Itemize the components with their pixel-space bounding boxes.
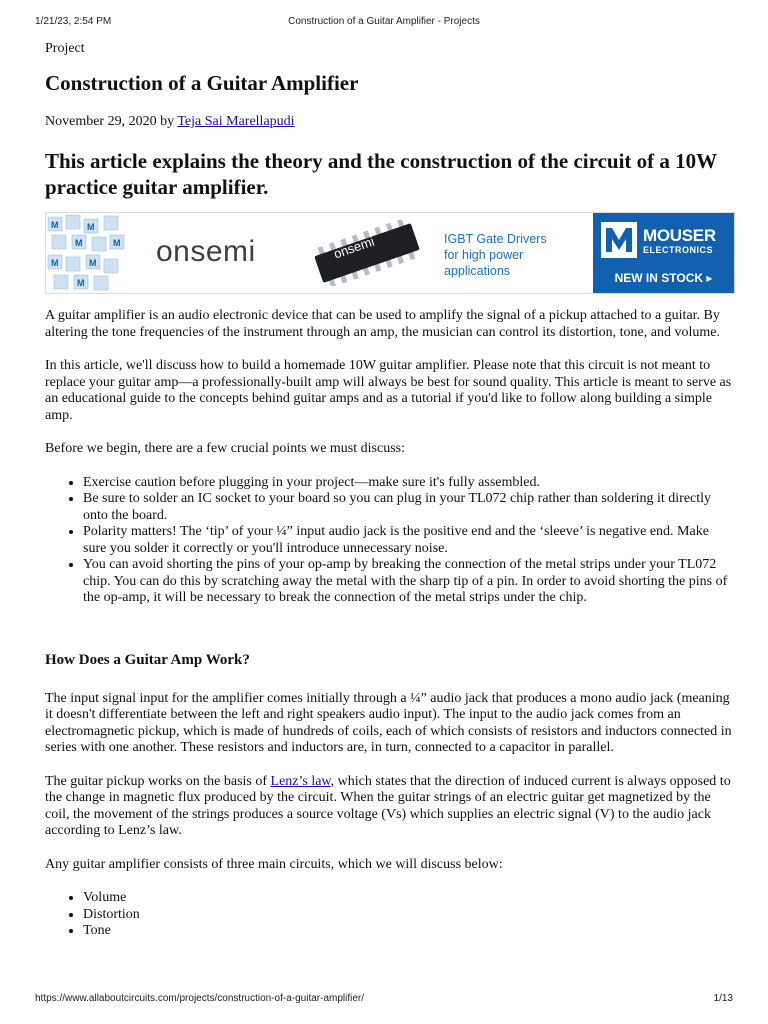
svg-text:M: M bbox=[89, 258, 97, 268]
cautions-list bbox=[45, 475, 735, 607]
list-item: • Volume bbox=[83, 890, 735, 907]
article-category: Project bbox=[45, 41, 85, 56]
mouser-panel[interactable] bbox=[593, 213, 734, 293]
list-item: • Be sure to solder an IC socket to your board so you can plug in your TL072 chip rather than soldering it directly onto the board. bbox=[83, 491, 735, 524]
article-lede: This article explains the theory and the construction of the circuit of a 10W practice guitar amplifier. bbox=[45, 149, 717, 199]
svg-text:M: M bbox=[87, 222, 95, 232]
mouser-name: MOUSER bbox=[643, 226, 716, 245]
ad-banner[interactable] bbox=[45, 212, 735, 294]
paragraph-text: , which states that the direction of induced current is always opposed to the change in magnetic flux produced by the circuit. When the guitar strings of an electric guitar get magnetized by the coil, the movement of the strings produces a source voltage (Vs) which supplies an electric signal (V) to the audio jack according to Lenz’s law. bbox=[45, 773, 731, 838]
article-date: November 29, 2020 by bbox=[45, 114, 178, 129]
paragraph: Any guitar amplifier consists of three main circuits, which we will discuss below: bbox=[45, 856, 503, 872]
ad-copy-line: applications bbox=[444, 264, 511, 278]
paragraph: In this article, we'll discuss how to build a homemade 10W guitar amplifier. Please note that this circuit is not meant to replace your guitar amp—a professionally-built amp will always be best for sound quality. This article is meant to serve as an educational guide to the concepts behind guitar amps and as a tutorial if you'd like to follow along building a simple amp. bbox=[45, 358, 732, 423]
print-url: https://www.allaboutcircuits.com/projects/construction-of-a-guitar-amplifier/ bbox=[35, 993, 365, 1004]
lenz-law-link[interactable]: Lenz’s law bbox=[270, 773, 331, 789]
author-link[interactable]: Teja Sai Marellapudi bbox=[177, 114, 295, 129]
article-title: Construction of a Guitar Amplifier bbox=[45, 71, 359, 95]
svg-text:M: M bbox=[113, 238, 121, 248]
list-item: • Tone bbox=[83, 923, 735, 940]
onsemi-logo: onsemi bbox=[156, 235, 256, 268]
list-item: • Exercise caution before plugging in your project—make sure it's fully assembled. bbox=[83, 475, 735, 492]
paragraph: Before we begin, there are a few crucial points we must discuss: bbox=[45, 441, 405, 456]
new-in-stock-link[interactable]: NEW IN STOCK ▸ bbox=[614, 271, 713, 285]
circuits-list bbox=[45, 890, 735, 940]
svg-text:M: M bbox=[51, 220, 59, 230]
print-datetime: 1/21/23, 2:54 PM bbox=[35, 16, 112, 27]
paragraph: A guitar amplifier is an audio electronic device that can be used to amplify the signal of a pickup attached to a guitar. By altering the tone frequencies of the instrument through an amp, the musician can control its distortion, tone, and volume. bbox=[45, 308, 720, 340]
paragraph-text: The guitar pickup works on the basis of bbox=[45, 773, 271, 789]
ad-copy bbox=[444, 231, 584, 279]
article-byline bbox=[45, 113, 735, 131]
svg-text:M: M bbox=[51, 258, 59, 268]
print-page-title: Construction of a Guitar Amplifier - Projects bbox=[288, 16, 480, 27]
ic-chip-graphic bbox=[304, 220, 430, 286]
svg-text:M: M bbox=[75, 238, 83, 248]
article bbox=[45, 40, 735, 940]
print-header bbox=[0, 16, 768, 30]
ad-copy-line: IGBT Gate Drivers bbox=[444, 232, 547, 246]
ad-copy-line: for high power bbox=[444, 248, 524, 262]
section-heading: How Does a Guitar Amp Work? bbox=[45, 651, 250, 668]
mouser-tiles-graphic bbox=[46, 213, 128, 293]
paragraph bbox=[45, 774, 735, 840]
list-item: • Polarity matters! The ‘tip’ of your ¼” input audio jack is the positive end and the ‘sleeve’ is negative end. Make sure you solder it correctly or you'll introduce unnecessary noise. bbox=[83, 524, 735, 557]
list-item: • Distortion bbox=[83, 907, 735, 924]
mouser-sub: ELECTRONICS bbox=[643, 245, 714, 255]
print-footer bbox=[0, 993, 768, 1007]
mouser-m-icon bbox=[601, 222, 637, 258]
svg-text:M: M bbox=[77, 278, 85, 288]
paragraph: The input signal input for the amplifier comes initially through a ¼” audio jack that produces a mono audio jack (meaning it doesn't differentiate between the left and right speakers audio input). The input to the audio jack comes from an electromagnetic pickup, which is made of hundreds of coils, each of which consists of resistors and inductors connected in series with one another. These resistors and inductors are, in turn, connected to a capacitor in parallel. bbox=[45, 690, 732, 755]
print-page-number: 1/13 bbox=[713, 993, 733, 1004]
chip-label: onsemi bbox=[331, 233, 377, 262]
list-item: • You can avoid shorting the pins of your op-amp by breaking the connection of the metal strips under your TL072 chip. You can do this by scratching away the metal with the sharp tip of a pin. In order to avoid shorting the pins of the op-amp, it will be necessary to break the connection of the metal strips under the chip. bbox=[83, 557, 735, 607]
